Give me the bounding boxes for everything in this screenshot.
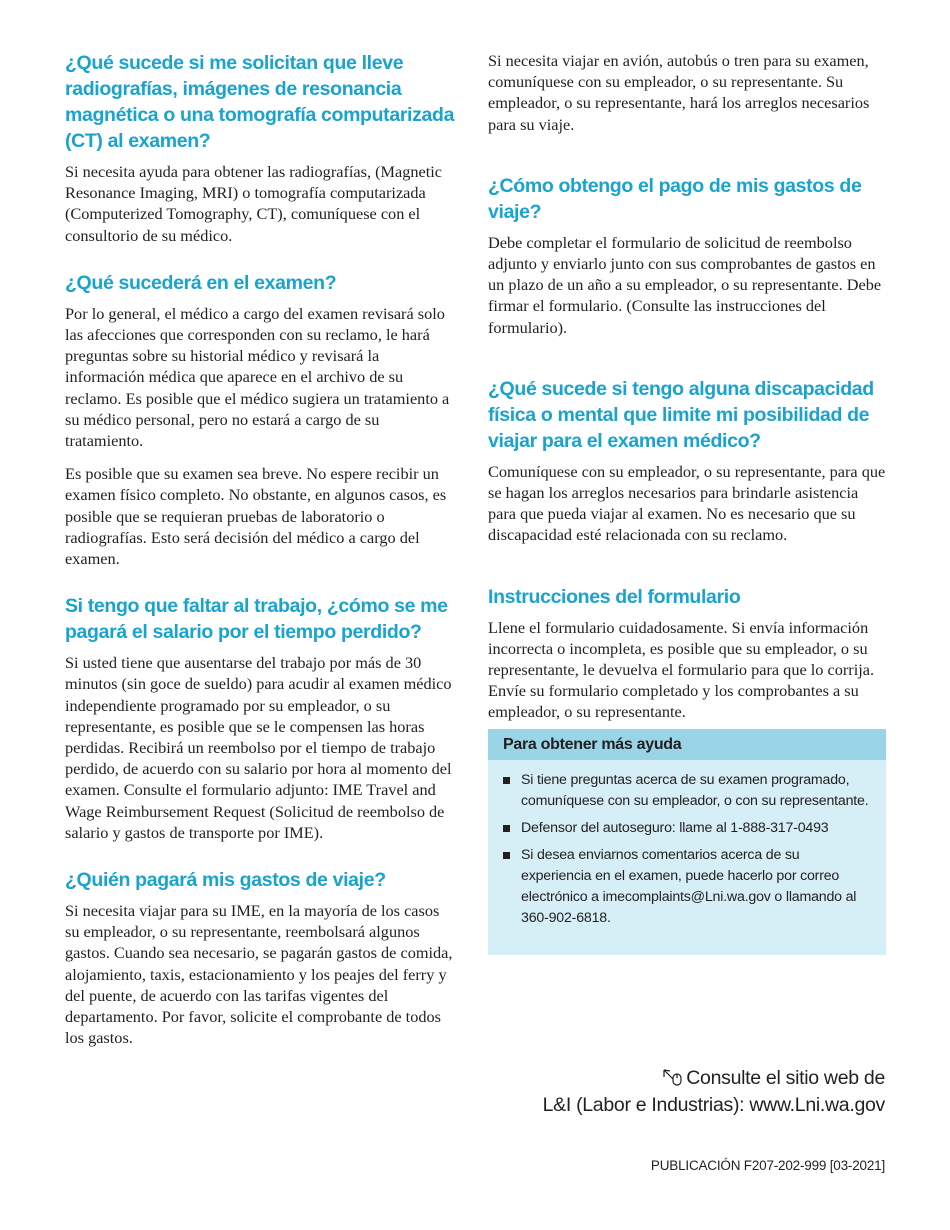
body-viaje-avion: Si necesita viajar en avión, autobús o tren para su examen, comuníquese con su empleador, o su representante. Su empleador, o su representante, hará los arreglos necesarios para su viaje. xyxy=(488,51,870,134)
heading-salario: Si tengo que faltar al trabajo, ¿cómo se me pagará el salario por el tiempo perdido? xyxy=(65,595,448,644)
bullet-icon xyxy=(503,777,510,784)
body-gastos-viaje: Si necesita viajar para su IME, en la mayoría de los casos su empleador, o su representante, reembolsará algunos gastos. Cuando sea necesario, se pagarán gastos de comida, alojamiento, taxis, estacionamiento y los peajes del ferry y del puente, de acuerdo con las tarifas vigentes del departamento. Por favor, solicite el comprobante de todos los gastos. xyxy=(65,901,453,1048)
body-radiografias: Si necesita ayuda para obtener las radiografías, (Magnetic Resonance Imaging, MRI) o tomografía computarizada (Computerized Tomography, CT), comuníquese con el consultorio de su médico. xyxy=(65,162,443,245)
heading-examen: ¿Qué sucederá en el examen? xyxy=(65,271,337,294)
list-item xyxy=(503,845,872,929)
website-line-1: Consulte el sitio web de xyxy=(686,1067,885,1089)
right-column xyxy=(488,50,886,723)
help-item-text: Si tiene preguntas acerca de su examen programado, comuníquese con su empleador, o con su representante. xyxy=(521,772,869,809)
list-item xyxy=(503,770,872,812)
heading-instrucciones: Instrucciones del formulario xyxy=(488,585,741,608)
website-line-2[interactable]: L&I (Labor e Industrias): www.Lni.wa.gov xyxy=(542,1094,885,1116)
heading-gastos-viaje: ¿Quién pagará mis gastos de viaje? xyxy=(65,869,386,892)
mouse-icon xyxy=(661,1068,683,1086)
bullet-icon xyxy=(503,825,510,832)
heading-radiografias: ¿Qué sucede si me solicitan que lleve radiografías, imágenes de resonancia magnética o una tomografía computarizada (CT) al examen? xyxy=(65,52,455,152)
website-note xyxy=(543,1065,885,1119)
help-list xyxy=(488,760,886,929)
heading-pago-gastos: ¿Cómo obtengo el pago de mis gastos de viaje? xyxy=(488,174,862,223)
body-instrucciones: Llene el formulario cuidadosamente. Si envía información incorrecta o incompleta, es posible que su empleador, o su representante, le devuelva el formulario para que lo corrija. Envíe su formulario completado y los comprobantes a su empleador, o su representante. xyxy=(488,617,875,722)
help-item-text: Defensor del autoseguro: llame al 1-888-317-0493 xyxy=(521,820,829,836)
help-box xyxy=(488,729,886,955)
body-salario: Si usted tiene que ausentarse del trabajo por más de 30 minutos (sin goce de sueldo) para acudir al examen médico independiente programado por su empleador, o su representante, es posible que se le compensen las horas perdidas. Recibirá un reembolso por el tiempo de trabajo perdido, de acuerdo con su salario por hora al momento del examen. Consulte el formulario adjunto: IME Travel and Wage Reimbursement Request (Solicitud de reembolso de salario y gastos de transporte por IME). xyxy=(65,653,452,842)
list-item xyxy=(503,818,872,839)
heading-discapacidad: ¿Qué sucede si tengo alguna discapacidad física o mental que limite mi posibilidad de viajar para el examen médico? xyxy=(488,377,874,452)
left-column xyxy=(65,50,457,1049)
help-box-title: Para obtener más ayuda xyxy=(488,729,886,760)
publication-number: PUBLICACIÓN F207-202-999 [03-2021] xyxy=(650,1158,885,1173)
body-examen-2: Es posible que su examen sea breve. No espere recibir un examen físico completo. No obstante, en algunos casos, es posible que se requieran pruebas de laboratorio o radiografías. Esto será decisión del médico a cargo del examen. xyxy=(65,464,447,569)
help-item-text: Si desea enviarnos comentarios acerca de su experiencia en el examen, puede hacerlo por correo electrónico a imecomplaints@Lni.wa.gov o llamando al 360-902-6818. xyxy=(521,847,857,926)
body-discapacidad: Comuníquese con su empleador, o su representante, para que se hagan los arreglos necesarios para brindarle asistencia para que pueda viajar al examen. No es necesario que su discapacidad esté relacionada con su reclamo. xyxy=(488,461,886,545)
bullet-icon xyxy=(503,852,510,859)
body-pago-gastos: Debe completar el formulario de solicitud de reembolso adjunto y enviarlo junto con sus comprobantes de gastos en un plazo de un año a su empleador, o su representante. Debe firmar el formulario. (Consulte las instrucciones del formulario). xyxy=(488,232,882,337)
body-examen-1: Por lo general, el médico a cargo del examen revisará solo las afecciones que corresponden con su reclamo, le hará preguntas sobre su historial médico y revisará la información médica que aparece en el archivo de su reclamo. Es posible que el médico sugiera un tratamiento a su médico personal, pero no estará a cargo de su tratamiento. xyxy=(65,303,450,451)
